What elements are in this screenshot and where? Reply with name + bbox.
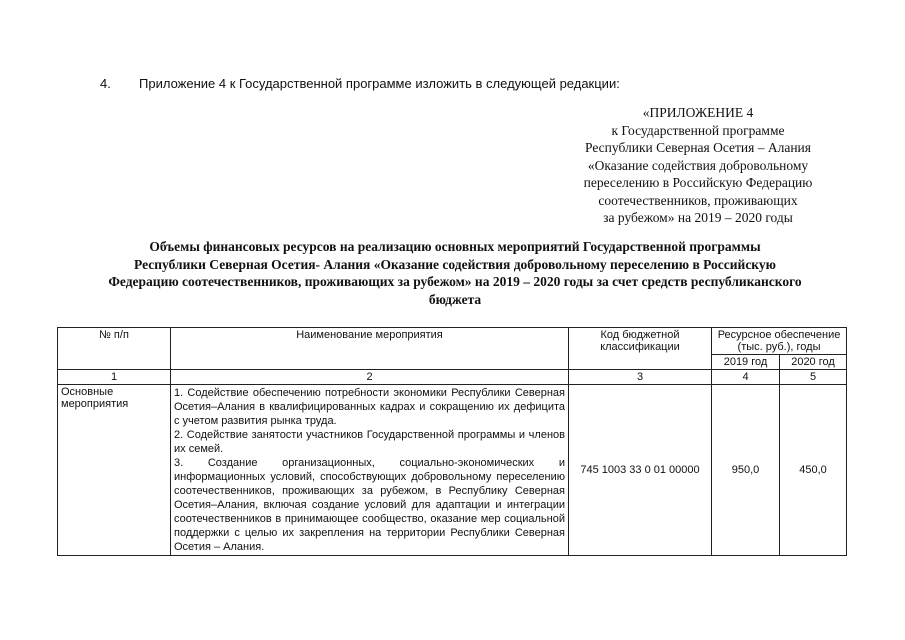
header-year-2019: 2019 год: [712, 355, 780, 370]
appendix-line: Республики Северная Осетия – Алания: [585, 140, 811, 155]
row-category: Основные мероприятия: [58, 385, 171, 556]
appendix-line: переселению в Российскую Федерацию: [583, 175, 813, 190]
row-activities: [171, 385, 569, 556]
col-number: 5: [780, 370, 847, 385]
header-num: № п/п: [58, 328, 171, 370]
activity-item: 3. Создание организационных, социально-экономических и информационных условий, способствующих добровольному переселению соотечественников, проживающих за рубежом, в Республику Северная Осетия–Алания, включая создание условий для адаптации и интеграции соотечественников в принимающее сообщество, оказание мер социальной поддержки с целью их закрепления на территории Республики Северная Осетия – Алания.: [174, 457, 565, 553]
table-column-numbers-row: [58, 370, 847, 385]
appendix-line: за рубежом» на 2019 – 2020 годы: [603, 210, 793, 225]
row-budget-code: 745 1003 33 0 01 00000: [569, 385, 712, 556]
header-code: Код бюджетной классификации: [569, 328, 712, 370]
finance-table: [57, 327, 847, 556]
appendix-line: к Государственной программе: [611, 122, 785, 138]
title-line: Республики Северная Осетия- Алания «Оказание содействия добровольному переселению в Российскую: [134, 256, 776, 272]
title-line: бюджета: [428, 291, 482, 307]
intro-text: Приложение 4 к Государственной программе изложить в следующей редакции:: [139, 76, 620, 91]
appendix-line: «ПРИЛОЖЕНИЕ 4: [642, 105, 754, 120]
col-number: 2: [171, 370, 569, 385]
appendix-line: соотечественников, проживающих: [598, 192, 798, 208]
table-header-row: [58, 328, 847, 355]
header-year-2020: 2020 год: [780, 355, 847, 370]
intro-paragraph: [100, 76, 620, 91]
col-number: 4: [712, 370, 780, 385]
title-line: Федерацию соотечественников, проживающих за рубежом» на 2019 – 2020 годы за счет средств республиканского: [108, 274, 802, 290]
activity-item: 2. Содействие занятости участников Государственной программы и членов их семей.: [174, 429, 565, 455]
document-title: [48, 238, 862, 308]
col-number: 1: [58, 370, 171, 385]
title-line: Объемы финансовых ресурсов на реализацию основных мероприятий Государственной программы: [149, 239, 761, 254]
intro-number: 4.: [100, 76, 111, 91]
header-name: Наименование мероприятия: [171, 328, 569, 370]
col-number: 3: [569, 370, 712, 385]
table-row: [58, 385, 847, 556]
row-value-2019: 950,0: [712, 385, 780, 556]
activity-item: 1. Содействие обеспечению потребности экономики Республики Северная Осетия–Алания в квалифицированных кадрах и сокращению их дефицита с учетом развития рынка труда.: [174, 387, 565, 427]
appendix-line: «Оказание содействия добровольному: [587, 157, 809, 173]
row-value-2020: 450,0: [780, 385, 847, 556]
appendix-header: [548, 104, 848, 227]
header-resource: Ресурсное обеспечение (тыс. руб.), годы: [712, 328, 847, 355]
